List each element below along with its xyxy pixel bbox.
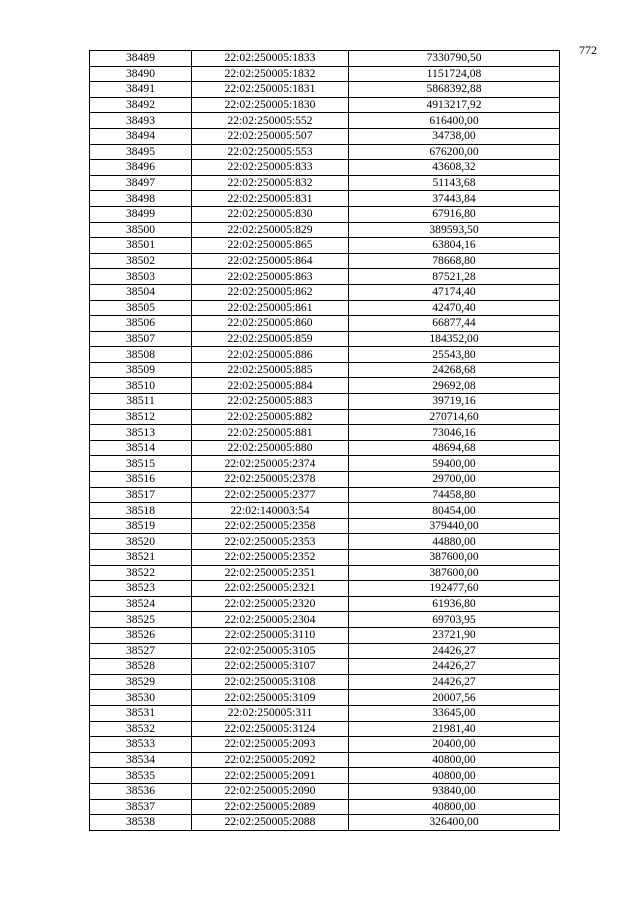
row-number-cell: 38495 (90, 144, 192, 160)
cadastral-number-cell: 22:02:250005:2377 (192, 487, 349, 503)
value-cell: 676200,00 (349, 144, 560, 160)
value-cell: 33645,00 (349, 705, 560, 721)
value-cell: 5868392,88 (349, 82, 560, 98)
value-cell: 44880,00 (349, 534, 560, 550)
cadastral-number-cell: 22:02:250005:2321 (192, 581, 349, 597)
table-row (90, 721, 560, 737)
cadastral-number-cell: 22:02:250005:829 (192, 222, 349, 238)
row-number-cell: 38492 (90, 97, 192, 113)
value-cell: 48694,68 (349, 440, 560, 456)
table-row (90, 128, 560, 144)
row-number-cell: 38511 (90, 394, 192, 410)
cadastral-number-cell: 22:02:250005:3107 (192, 659, 349, 675)
value-cell: 93840,00 (349, 783, 560, 799)
value-cell: 29692,08 (349, 378, 560, 394)
table-row (90, 518, 560, 534)
cadastral-number-cell: 22:02:250005:2093 (192, 737, 349, 753)
value-cell: 39719,16 (349, 394, 560, 410)
table-row (90, 815, 560, 831)
table-row (90, 768, 560, 784)
row-number-cell: 38504 (90, 284, 192, 300)
row-number-cell: 38537 (90, 799, 192, 815)
cadastral-number-cell: 22:02:250005:865 (192, 238, 349, 254)
cadastral-number-cell: 22:02:250005:1833 (192, 51, 349, 67)
cadastral-number-cell: 22:02:250005:2374 (192, 456, 349, 472)
cadastral-number-cell: 22:02:250005:832 (192, 175, 349, 191)
row-number-cell: 38508 (90, 347, 192, 363)
cadastral-number-cell: 22:02:250005:3110 (192, 627, 349, 643)
value-cell: 63804,16 (349, 238, 560, 254)
row-number-cell: 38505 (90, 300, 192, 316)
value-cell: 21981,40 (349, 721, 560, 737)
cadastral-number-cell: 22:02:250005:1831 (192, 82, 349, 98)
row-number-cell: 38490 (90, 66, 192, 82)
row-number-cell: 38528 (90, 659, 192, 675)
value-cell: 67916,80 (349, 206, 560, 222)
table-row (90, 503, 560, 519)
table-row (90, 82, 560, 98)
table-row (90, 238, 560, 254)
row-number-cell: 38519 (90, 518, 192, 534)
cadastral-number-cell: 22:02:250005:2352 (192, 550, 349, 566)
value-cell: 387600,00 (349, 565, 560, 581)
row-number-cell: 38497 (90, 175, 192, 191)
row-number-cell: 38532 (90, 721, 192, 737)
value-cell: 4913217,92 (349, 97, 560, 113)
table-row (90, 347, 560, 363)
table-row (90, 799, 560, 815)
value-cell: 87521,28 (349, 269, 560, 285)
value-cell: 20007,56 (349, 690, 560, 706)
row-number-cell: 38507 (90, 331, 192, 347)
value-cell: 61936,80 (349, 596, 560, 612)
table-row (90, 487, 560, 503)
cadastral-number-cell: 22:02:250005:507 (192, 128, 349, 144)
table-row (90, 394, 560, 410)
value-cell: 389593,50 (349, 222, 560, 238)
value-cell: 66877,44 (349, 316, 560, 332)
row-number-cell: 38529 (90, 674, 192, 690)
cadastral-number-cell: 22:02:250005:552 (192, 113, 349, 129)
page-number: 772 (579, 43, 597, 57)
table-row (90, 705, 560, 721)
row-number-cell: 38522 (90, 565, 192, 581)
value-cell: 379440,00 (349, 518, 560, 534)
table-row (90, 674, 560, 690)
row-number-cell: 38531 (90, 705, 192, 721)
row-number-cell: 38518 (90, 503, 192, 519)
table-row (90, 316, 560, 332)
cadastral-number-cell: 22:02:250005:2358 (192, 518, 349, 534)
value-cell: 59400,00 (349, 456, 560, 472)
cadastral-number-cell: 22:02:250005:1830 (192, 97, 349, 113)
value-cell: 25543,80 (349, 347, 560, 363)
cadastral-number-cell: 22:02:250005:831 (192, 191, 349, 207)
table-row (90, 409, 560, 425)
row-number-cell: 38514 (90, 440, 192, 456)
table-row (90, 362, 560, 378)
row-number-cell: 38525 (90, 612, 192, 628)
value-cell: 47174,40 (349, 284, 560, 300)
table-row (90, 51, 560, 67)
table-row (90, 160, 560, 176)
cadastral-number-cell: 22:02:250005:859 (192, 331, 349, 347)
table-row (90, 440, 560, 456)
cadastral-number-cell: 22:02:250005:883 (192, 394, 349, 410)
table-row (90, 783, 560, 799)
table-row (90, 222, 560, 238)
cadastral-number-cell: 22:02:250005:830 (192, 206, 349, 222)
cadastral-number-cell: 22:02:250005:553 (192, 144, 349, 160)
table-row (90, 596, 560, 612)
row-number-cell: 38515 (90, 456, 192, 472)
row-number-cell: 38527 (90, 643, 192, 659)
row-number-cell: 38535 (90, 768, 192, 784)
cadastral-number-cell: 22:02:250005:3108 (192, 674, 349, 690)
table-row (90, 113, 560, 129)
table-row (90, 191, 560, 207)
cadastral-number-cell: 22:02:250005:3105 (192, 643, 349, 659)
table-row (90, 300, 560, 316)
cadastral-number-cell: 22:02:250005:2088 (192, 815, 349, 831)
row-number-cell: 38502 (90, 253, 192, 269)
table-row (90, 565, 560, 581)
cadastral-number-cell: 22:02:250005:3109 (192, 690, 349, 706)
table-row (90, 550, 560, 566)
cadastral-number-cell: 22:02:250005:882 (192, 409, 349, 425)
row-number-cell: 38521 (90, 550, 192, 566)
cadastral-number-cell: 22:02:250005:886 (192, 347, 349, 363)
cadastral-number-cell: 22:02:250005:1832 (192, 66, 349, 82)
row-number-cell: 38493 (90, 113, 192, 129)
value-cell: 37443,84 (349, 191, 560, 207)
value-cell: 20400,00 (349, 737, 560, 753)
value-cell: 69703,95 (349, 612, 560, 628)
cadastral-number-cell: 22:02:140003:54 (192, 503, 349, 519)
table-row (90, 643, 560, 659)
value-cell: 80454,00 (349, 503, 560, 519)
cadastral-number-cell: 22:02:250005:833 (192, 160, 349, 176)
value-cell: 184352,00 (349, 331, 560, 347)
row-number-cell: 38489 (90, 51, 192, 67)
cadastral-number-cell: 22:02:250005:2090 (192, 783, 349, 799)
value-cell: 192477,60 (349, 581, 560, 597)
cadastral-number-cell: 22:02:250005:860 (192, 316, 349, 332)
table-row (90, 284, 560, 300)
table-row (90, 144, 560, 160)
value-cell: 78668,80 (349, 253, 560, 269)
table-row (90, 456, 560, 472)
cadastral-number-cell: 22:02:250005:864 (192, 253, 349, 269)
value-cell: 73046,16 (349, 425, 560, 441)
table-row (90, 472, 560, 488)
table-row (90, 752, 560, 768)
value-cell: 24268,68 (349, 362, 560, 378)
table-row (90, 97, 560, 113)
cadastral-number-cell: 22:02:250005:881 (192, 425, 349, 441)
row-number-cell: 38500 (90, 222, 192, 238)
table-row (90, 737, 560, 753)
table-row (90, 378, 560, 394)
row-number-cell: 38516 (90, 472, 192, 488)
row-number-cell: 38491 (90, 82, 192, 98)
value-cell: 387600,00 (349, 550, 560, 566)
cadastral-number-cell: 22:02:250005:311 (192, 705, 349, 721)
value-cell: 29700,00 (349, 472, 560, 488)
row-number-cell: 38499 (90, 206, 192, 222)
row-number-cell: 38517 (90, 487, 192, 503)
cadastral-number-cell: 22:02:250005:2353 (192, 534, 349, 550)
cadastral-number-cell: 22:02:250005:2091 (192, 768, 349, 784)
value-cell: 7330790,50 (349, 51, 560, 67)
value-cell: 326400,00 (349, 815, 560, 831)
table-body (90, 51, 560, 831)
cadastral-number-cell: 22:02:250005:880 (192, 440, 349, 456)
cadastral-number-cell: 22:02:250005:2304 (192, 612, 349, 628)
row-number-cell: 38520 (90, 534, 192, 550)
cadastral-number-cell: 22:02:250005:885 (192, 362, 349, 378)
row-number-cell: 38512 (90, 409, 192, 425)
cadastral-number-cell: 22:02:250005:2378 (192, 472, 349, 488)
table-row (90, 627, 560, 643)
cadastral-number-cell: 22:02:250005:2320 (192, 596, 349, 612)
cadastral-number-cell: 22:02:250005:2089 (192, 799, 349, 815)
row-number-cell: 38530 (90, 690, 192, 706)
value-cell: 40800,00 (349, 799, 560, 815)
row-number-cell: 38536 (90, 783, 192, 799)
value-cell: 43608,32 (349, 160, 560, 176)
value-cell: 1151724,08 (349, 66, 560, 82)
cadastral-number-cell: 22:02:250005:2092 (192, 752, 349, 768)
value-cell: 42470,40 (349, 300, 560, 316)
row-number-cell: 38538 (90, 815, 192, 831)
value-cell: 270714,60 (349, 409, 560, 425)
cadastral-number-cell: 22:02:250005:862 (192, 284, 349, 300)
value-cell: 74458,80 (349, 487, 560, 503)
row-number-cell: 38503 (90, 269, 192, 285)
cadastral-number-cell: 22:02:250005:863 (192, 269, 349, 285)
row-number-cell: 38501 (90, 238, 192, 254)
row-number-cell: 38506 (90, 316, 192, 332)
table-row (90, 206, 560, 222)
cadastral-number-cell: 22:02:250005:861 (192, 300, 349, 316)
row-number-cell: 38534 (90, 752, 192, 768)
cadastral-number-cell: 22:02:250005:884 (192, 378, 349, 394)
row-number-cell: 38526 (90, 627, 192, 643)
row-number-cell: 38524 (90, 596, 192, 612)
row-number-cell: 38533 (90, 737, 192, 753)
value-cell: 34738,00 (349, 128, 560, 144)
cadastral-value-table (89, 50, 560, 831)
value-cell: 40800,00 (349, 768, 560, 784)
value-cell: 24426,27 (349, 674, 560, 690)
table-row (90, 534, 560, 550)
table-row (90, 253, 560, 269)
row-number-cell: 38510 (90, 378, 192, 394)
table-row (90, 331, 560, 347)
table-row (90, 690, 560, 706)
row-number-cell: 38494 (90, 128, 192, 144)
table-row (90, 425, 560, 441)
table-row (90, 66, 560, 82)
row-number-cell: 38523 (90, 581, 192, 597)
value-cell: 40800,00 (349, 752, 560, 768)
cadastral-number-cell: 22:02:250005:3124 (192, 721, 349, 737)
value-cell: 51143,68 (349, 175, 560, 191)
value-cell: 23721,90 (349, 627, 560, 643)
value-cell: 24426,27 (349, 659, 560, 675)
table-row (90, 175, 560, 191)
cadastral-number-cell: 22:02:250005:2351 (192, 565, 349, 581)
row-number-cell: 38513 (90, 425, 192, 441)
table-row (90, 612, 560, 628)
row-number-cell: 38509 (90, 362, 192, 378)
table-row (90, 659, 560, 675)
value-cell: 24426,27 (349, 643, 560, 659)
table-row (90, 581, 560, 597)
table-row (90, 269, 560, 285)
row-number-cell: 38498 (90, 191, 192, 207)
value-cell: 616400,00 (349, 113, 560, 129)
row-number-cell: 38496 (90, 160, 192, 176)
